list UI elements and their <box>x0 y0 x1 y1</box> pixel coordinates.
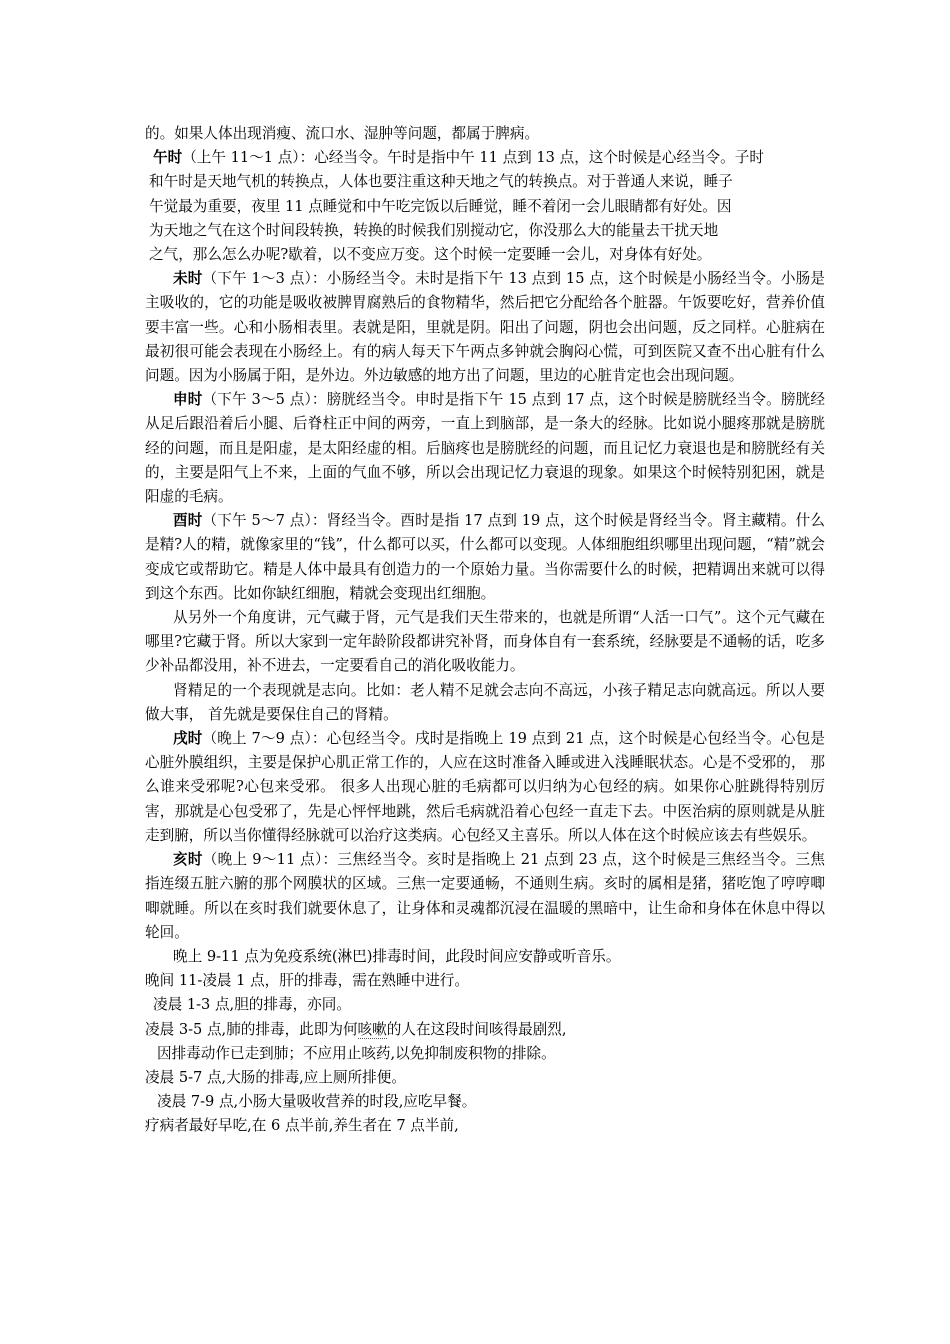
xu-text: （晚上 7～9 点）：心包经当令。戌时是指晚上 19 点到 21 点，这个时候是心包经当令。心包是心脏外膜组织，主要是保护心肌正常工作的，人应在这时准备入睡或进入浅睡眠状态。心是不受邪的， 那么谁来受邪呢?心包来受邪。 很多人出现心脏的毛病都可以归纳为心包经的病。如果你心脏跳得特别厉害，那就是心包受邪了，先是心怦怦地跳，然后毛病就沿着心包经一直走下去。中医治病的原则就是从脏走到腑，所以当你懂得经脉就可以治疗这类病。心包经又主喜乐。所以人体在这个时候应该去有些娱乐。 <box>145 730 825 844</box>
hai-text: （晚上 9～11 点）：三焦经当令。亥时是指晚上 21 点到 23 点，这个时候是三焦经当令。三焦指连缀五脏六腑的那个网膜状的区域。三焦一定要通畅，不通则生病。亥时的属相是猪，猪吃饱了哼哼唧唧就睡。所以在亥时我们就要休息了，让身体和灵魂都沉浸在温暖的黑暗中，让生命和身体在休息中得以轮回。 <box>145 851 825 941</box>
detox-line-3: 凌晨 1-3 点,胆的排毒，亦同。 <box>153 996 351 1014</box>
wei-text: （下午 1～3 点）：小肠经当令。未时是指下午 13 点到 15 点，这个时候是小肠经当令。小肠是主吸收的，它的功能是吸收被脾胃腐熟后的食物精华，然后把它分配给各个脏器。午饭要吃好，营养价值要丰富一些。心和小肠相表里。表就是阳，里就是阴。阳出了问题，阴也会出问题，反之同样。心脏病在最初很可能会表现在小肠经上。有的病人每天下午两点多钟就会胸闷心慌，可到医院又查不出心脏有什么问题。因为小肠属于阳，是外边。外边敏感的地方出了问题，里边的心脏肯定也会出现问题。 <box>145 270 825 385</box>
hai-heading: 亥时 <box>173 851 203 869</box>
you-heading: 酉时 <box>173 512 203 530</box>
xu-heading: 戌时 <box>173 730 203 748</box>
detox-line-5: 因排毒动作已走到肺；不应用止咳药,以免抑制废积物的排除。 <box>157 1044 556 1062</box>
detox-line-2: 晚间 11-凌晨 1 点，肝的排毒，需在熟睡中进行。 <box>145 972 469 990</box>
wu-line-2: 和午时是天地气机的转换点，人体也要注重这种天地之气的转换点。对于普通人来说，睡子 <box>149 173 733 191</box>
detox-line-4: 凌晨 3-5 点,肺的排毒，此即为何咳嗽的人在这段时间咳得最剧烈, <box>145 1020 567 1038</box>
wu-heading: 午时 <box>153 149 183 167</box>
paragraph-you <box>145 509 825 606</box>
paragraph-intro <box>145 122 825 146</box>
document-body <box>145 122 825 1139</box>
detox-line-7: 凌晨 7-9 点,小肠大量吸收营养的时段,应吃早餐。 <box>157 1093 477 1111</box>
paragraph-hai <box>145 848 825 945</box>
shen-heading: 申时 <box>173 391 203 409</box>
paragraph-wu <box>145 146 825 267</box>
paragraph-shenjing <box>145 679 825 727</box>
detox-line-1: 晚上 9-11 点为免疫系统(淋巴)排毒时间，此段时间应安静或听音乐。 <box>173 947 621 965</box>
cough-word: 咳嗽 <box>357 1020 387 1038</box>
paragraph-yuanqi <box>145 606 825 679</box>
shenjing-text: 肾精足的一个表现就是志向。比如：老人精不足就会志向不高远，小孩子精足志向就高远。所以人要做大事， 首先就是要保住自己的肾精。 <box>145 681 825 723</box>
you-text: （下午 5～7 点）：肾经当令。酉时是指 17 点到 19 点，这个时候是肾经当令。肾主藏精。什么是精?人的精，就像家里的“钱”，什么都可以买，什么都可以变现。人体细胞组织哪里出现问题，“精”就会变成它或帮助它。精是人体中最具有创造力的一个原始力量。当你需要什么的时候，把精调出来就可以得到这个东西。比如你缺红细胞，精就会变现出红细胞。 <box>145 512 825 602</box>
wu-line-1: 午时（上午 11～1 点）：心经当令。午时是指中午 11 点到 13 点，这个时候是心经当令。子时 <box>153 149 764 167</box>
intro-line: 的。如果人体出现消瘦、流口水、湿肿等问题，都属于脾病。 <box>145 125 540 142</box>
wu-line-4: 为天地之气在这个时间段转换，转换的时候我们别搅动它，你没那么大的能量去干扰天地 <box>149 221 719 239</box>
detox-line-8: 疗病者最好早吃,在 6 点半前,养生者在 7 点半前, <box>145 1117 459 1135</box>
shen-text: （下午 3～5 点）：膀胱经当令。申时是指下午 15 点到 17 点，这个时候是膀胱经当令。膀胱经从足后跟沿着后小腿、后脊柱正中间的两旁，一直上到脑部，是一条大的经脉。比如说小腿疼那就是膀胱经的问题，而且是阳虚，是太阳经虚的相。后脑疼也是膀胱经的问题，而且记忆力衰退也是和膀胱经有关的，主要是阳气上不来，上面的气血不够，所以会出现记忆力衰退的现象。如果这个时候特别犯困，就是阳虚的毛病。 <box>145 391 825 506</box>
wu-line-3: 午觉最为重要，夜里 11 点睡觉和中午吃完饭以后睡觉，睡不着闭一会儿眼睛都有好处。因 <box>149 197 732 215</box>
wei-heading: 未时 <box>173 270 203 288</box>
paragraph-wei <box>145 267 825 388</box>
detox-line-6: 凌晨 5-7 点,大肠的排毒,应上厕所排便。 <box>145 1068 406 1086</box>
yuanqi-text: 从另外一个角度讲，元气藏于肾，元气是我们天生带来的，也就是所谓“人活一口气”。这个元气藏在哪里?它藏于肾。所以大家到一定年龄阶段都讲究补肾，而身体自有一套系统，经脉要是不通畅的话，吃多少补品都没用，补不进去，一定要看自己的消化吸收能力。 <box>145 609 825 675</box>
paragraph-xu <box>145 727 825 848</box>
wu-line-5: 之气，那么怎么办呢?歇着，以不变应万变。这个时候一定要睡一会儿，对身体有好处。 <box>149 246 712 264</box>
paragraph-shen <box>145 388 825 509</box>
